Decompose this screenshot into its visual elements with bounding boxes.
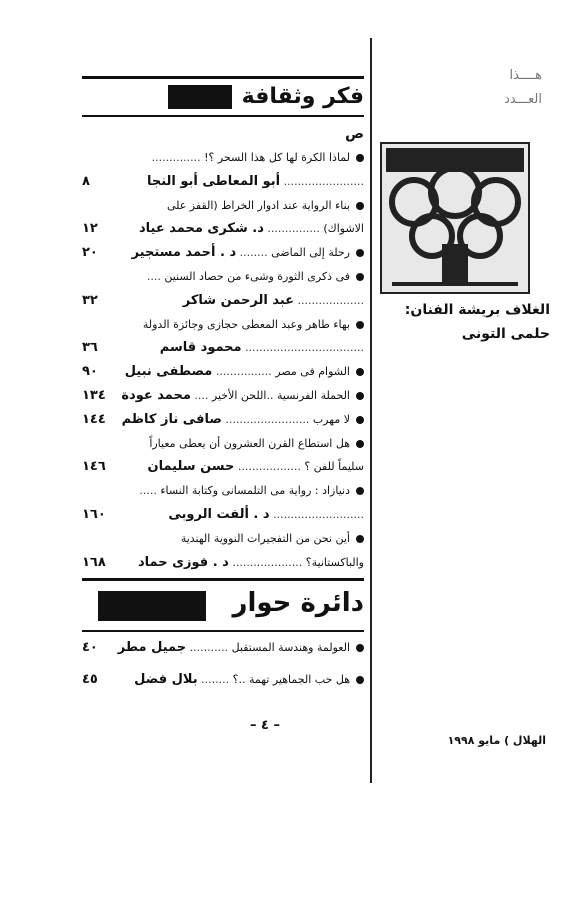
- entry-title: والباكستانية؟: [305, 555, 364, 569]
- leader-dots: ........................: [225, 412, 310, 426]
- entry-title: لا مهرب: [312, 412, 350, 426]
- entry-author: جميل مطر: [117, 640, 187, 655]
- entry-author: د . أحمد مستجير: [131, 245, 237, 261]
- leader-dots: ................: [215, 365, 272, 379]
- entry-page: ٩٠: [82, 364, 98, 380]
- toc-entry: [82, 269, 364, 291]
- leader-dots: ....................: [232, 555, 303, 569]
- entry-title: بناء الرواية عند ادوار الخراط (القفز على: [166, 198, 350, 212]
- section-title: فكر وثقافة: [241, 84, 364, 109]
- entry-title: رحلة إلى الماضى: [271, 246, 350, 260]
- entry-title: لماذا الكرة لها كل هذا السحر ؟!: [204, 151, 350, 164]
- entry-title: العولمة وهندسة المستقبل: [231, 641, 350, 654]
- leader-dots: .....: [139, 484, 157, 498]
- entry-author: محمد عودة: [121, 388, 191, 403]
- toc-entry: [82, 198, 364, 220]
- leader-dots: ...................: [297, 293, 364, 307]
- section-rule: [82, 115, 364, 117]
- toc-entry: [82, 293, 364, 315]
- entry-page: ١٦٠: [82, 507, 106, 522]
- cover-credit: [374, 298, 550, 346]
- entry-author: د . فوزى حماد: [137, 554, 229, 570]
- leader-dots: ...............: [267, 222, 320, 236]
- toc-entry: [82, 459, 364, 481]
- entry-author: حسن سليمان: [147, 459, 235, 475]
- entry-title: دنيازاد : رواية مى التلمسانى وكتابة النساء: [160, 484, 350, 498]
- toc-entry: [82, 364, 364, 386]
- entry-author: محمود قاسم: [159, 340, 242, 356]
- bullet-icon: [356, 273, 364, 281]
- toc-entry: [82, 672, 364, 694]
- entry-author: عبد الرحمن شاكر: [182, 292, 295, 308]
- entry-page: ١٦٨: [82, 554, 106, 570]
- toc-entry: [82, 317, 364, 339]
- leader-dots: ..............: [151, 151, 201, 164]
- page-number: – ٤ –: [250, 718, 280, 733]
- leader-dots: .......................: [283, 174, 364, 188]
- toc-entry: [82, 640, 364, 662]
- sidebar-heading: هــــذا: [509, 68, 542, 83]
- cover-image: [380, 142, 530, 294]
- entry-title: هل حب الجماهير تهمة ..؟: [232, 673, 350, 686]
- entry-title: سليماً للفن ؟: [304, 460, 364, 474]
- bullet-icon: [356, 154, 364, 162]
- entry-page: ١٤٤: [82, 411, 106, 427]
- entry-page: ٣٢: [82, 292, 98, 308]
- entry-author: د. شكرى محمد عياد: [138, 221, 264, 237]
- entry-title: الاشواك): [323, 222, 364, 236]
- entry-author: د . ألفت الروبى: [168, 507, 270, 522]
- bullet-icon: [356, 321, 364, 329]
- leader-dots: ....: [194, 389, 209, 402]
- toc-entry: [82, 531, 364, 553]
- cover-credit-artist: حلمى التونى: [461, 326, 550, 342]
- section-title: دائرة حوار: [232, 588, 364, 618]
- sidebar-subheading: العـــدد: [504, 92, 542, 107]
- entry-page: ١٣٤: [82, 388, 106, 403]
- toc-entry: [82, 150, 364, 172]
- bullet-icon: [356, 249, 364, 257]
- toc-entry: [82, 221, 364, 243]
- entry-page: ٤٥: [82, 672, 98, 687]
- toc-entry: [82, 245, 364, 267]
- leader-dots: ..................................: [245, 341, 364, 355]
- entry-page: ١٤٦: [82, 459, 106, 475]
- leader-dots: ....: [146, 270, 161, 283]
- toc-entry: [82, 340, 364, 362]
- entry-title: الحملة الفرنسية ..اللحن الأخير: [211, 389, 350, 402]
- toc-entry: [82, 388, 364, 410]
- column-divider: [370, 38, 372, 783]
- cover-credit-label: الغلاف بريشة الفنان:: [404, 302, 550, 318]
- entry-title: أين نحن من التفجيرات النووية الهندية: [180, 531, 350, 545]
- toc-entry: [82, 174, 364, 196]
- entry-author: مصطفى نبيل: [124, 364, 213, 380]
- bullet-icon: [356, 535, 364, 543]
- bullet-icon: [356, 487, 364, 495]
- entry-page: ١٢: [82, 221, 98, 237]
- bullet-icon: [356, 644, 364, 652]
- toc-entry: [82, 412, 364, 434]
- bullet-icon: [356, 392, 364, 400]
- leader-dots: ........: [201, 673, 230, 686]
- leader-dots: ..................: [237, 460, 301, 474]
- section-title-bar: [168, 85, 232, 109]
- entry-title: هل استطاع القرن العشرون أن يعطى معياراً: [149, 436, 350, 450]
- bullet-icon: [356, 676, 364, 684]
- section-title-bar: [98, 591, 206, 621]
- leader-dots: ........: [239, 246, 268, 260]
- entry-title: بهاء طاهر وعبد المعطى حجازى وجائزة الدولة: [142, 317, 350, 331]
- toc-entry: [82, 436, 364, 458]
- leader-dots: ..........................: [273, 508, 364, 521]
- page-column-label: ص: [345, 126, 364, 142]
- bullet-icon: [356, 416, 364, 424]
- toc-entry: [82, 483, 364, 505]
- bullet-icon: [356, 440, 364, 448]
- entry-author: صافى ناز كاظم: [121, 411, 222, 427]
- entry-page: ٤٠: [82, 640, 98, 655]
- bullet-icon: [356, 368, 364, 376]
- section-rule: [82, 578, 364, 581]
- entry-author: بلال فضل: [134, 672, 198, 687]
- entry-page: ٨: [82, 173, 90, 189]
- toc-entry: [82, 555, 364, 577]
- entry-title: فى ذكرى الثورة وشىء من حصاد السنين: [164, 270, 350, 283]
- bullet-icon: [356, 202, 364, 210]
- section-rule: [82, 630, 364, 632]
- entry-page: ٣٦: [82, 340, 98, 356]
- entry-title: الشوام فى مصر: [275, 365, 350, 379]
- toc-entry: [82, 507, 364, 529]
- entry-author: أبو المعاطى أبو النجا: [146, 173, 281, 189]
- issue-footer: الهلال ) مايو ١٩٩٨: [447, 734, 546, 747]
- leader-dots: ...........: [189, 641, 229, 654]
- entry-page: ٢٠: [82, 245, 98, 261]
- section-rule: [82, 76, 364, 79]
